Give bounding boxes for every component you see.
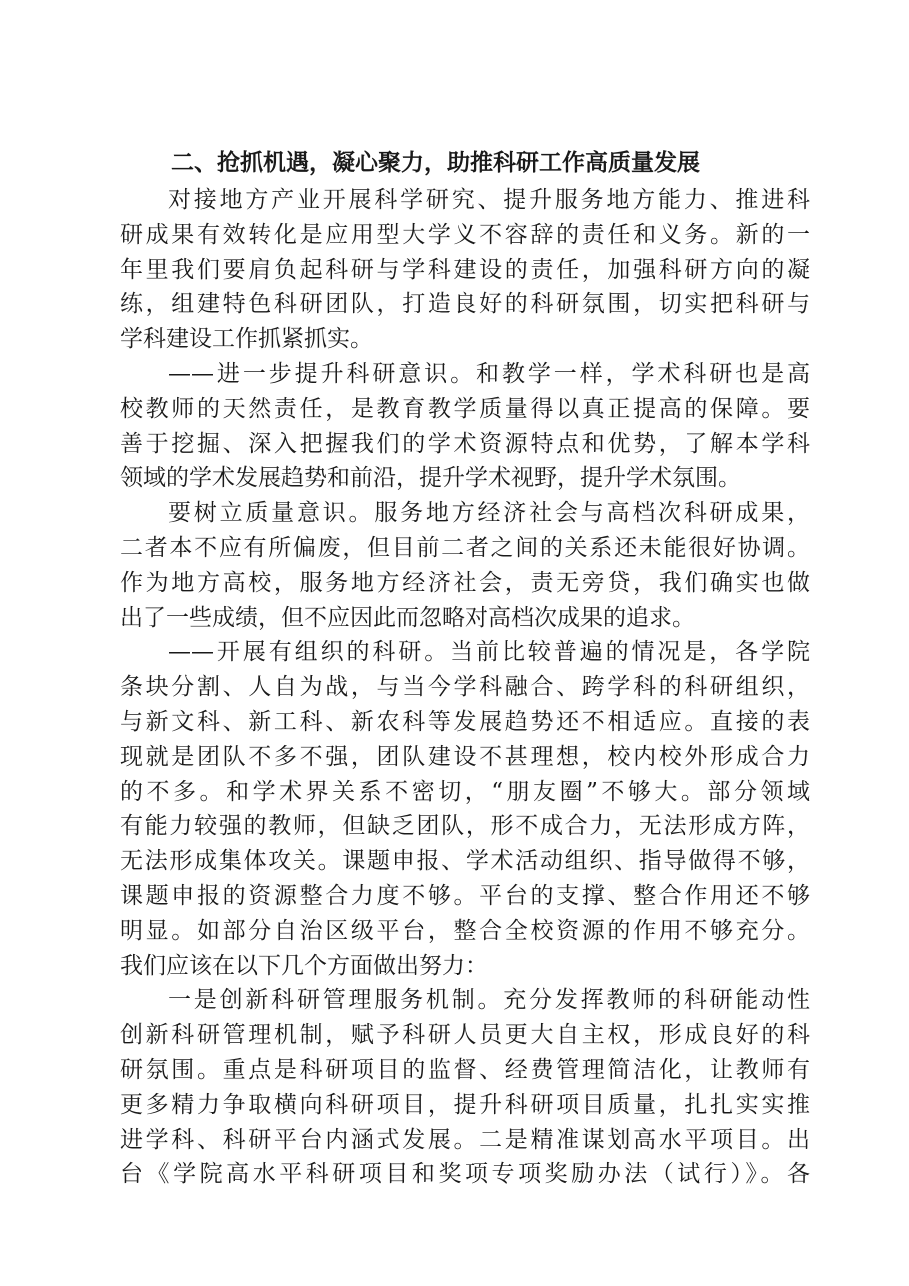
- text-line: ——进一步提升科研意识。和教学一样，学术科研也是高: [168, 360, 810, 387]
- text-line: 无法形成集体攻关。课题申报、学术活动组织、指导做得不够，: [120, 848, 810, 875]
- text-line: ——开展有组织的科研。当前比较普遍的情况是，各学院: [168, 639, 810, 666]
- text-line: 出了一些成绩，但不应因此而忽略对高档次成果的追求。: [120, 604, 695, 631]
- text-line: 的不多。和学术界关系不密切，“朋友圈”不够大。部分领域: [120, 778, 810, 805]
- text-line: 一是创新科研管理服务机制。充分发挥教师的科研能动性: [168, 987, 810, 1014]
- text-line: 对接地方产业开展科学研究、提升服务地方能力、推进科: [168, 187, 810, 213]
- section-heading: 二、抢抓机遇，凝心聚力，助推科研工作高质量发展: [171, 150, 700, 176]
- text-line: 作为地方高校，服务地方经济社会，责无旁贷，我们确实也做: [120, 569, 810, 596]
- document-body: [120, 183, 810, 1192]
- text-line: 创新科研管理机制，赋予科研人员更大自主权，形成良好的科: [120, 1022, 810, 1049]
- text-line: 研成果有效转化是应用型大学义不容辞的责任和义务。新的一: [120, 221, 810, 248]
- text-line: 条块分割、人自为战，与当今学科融合、跨学科的科研组织，: [120, 674, 810, 701]
- text-line: 校教师的天然责任，是教育教学质量得以真正提高的保障。要: [120, 395, 810, 422]
- text-line: 要树立质量意识。服务地方经济社会与高档次科研成果，: [168, 500, 810, 527]
- text-line: 与新文科、新工科、新农科等发展趋势还不相适应。直接的表: [120, 708, 810, 735]
- text-line: 有能力较强的教师，但缺乏团队，形不成合力，无法形成方阵，: [120, 813, 810, 840]
- text-line: 二者本不应有所偏废，但目前二者之间的关系还未能很好协调。: [120, 534, 810, 561]
- text-line: 现就是团队不多不强，团队建设不甚理想，校内校外形成合力: [120, 743, 810, 770]
- text-line: 进学科、科研平台内涵式发展。二是精准谋划高水平项目。出: [120, 1126, 810, 1153]
- text-line: 年里我们要肩负起科研与学科建设的责任，加强科研方向的凝: [120, 256, 810, 283]
- text-line: 学科建设工作抓紧抓实。: [120, 326, 373, 353]
- text-line: 课题申报的资源整合力度不够。平台的支撑、整合作用还不够: [120, 882, 810, 909]
- text-line: 善于挖掘、深入把握我们的学术资源特点和优势，了解本学科: [120, 430, 810, 457]
- text-line: 我们应该在以下几个方面做出努力：: [120, 952, 488, 979]
- text-line: 明显。如部分自治区级平台，整合全校资源的作用不够充分。: [120, 917, 810, 944]
- text-line: 研氛围。重点是科研项目的监督、经费管理简洁化，让教师有: [120, 1056, 810, 1083]
- text-line: 更多精力争取横向科研项目，提升科研项目质量，扎扎实实推: [120, 1091, 810, 1118]
- text-line: 练，组建特色科研团队，打造良好的科研氛围，切实把科研与: [120, 291, 810, 318]
- text-line: 台《学院高水平科研项目和奖项专项奖励办法（试行）》。各: [120, 1161, 810, 1188]
- text-line: 领域的学术发展趋势和前沿，提升学术视野，提升学术氛围。: [120, 465, 741, 492]
